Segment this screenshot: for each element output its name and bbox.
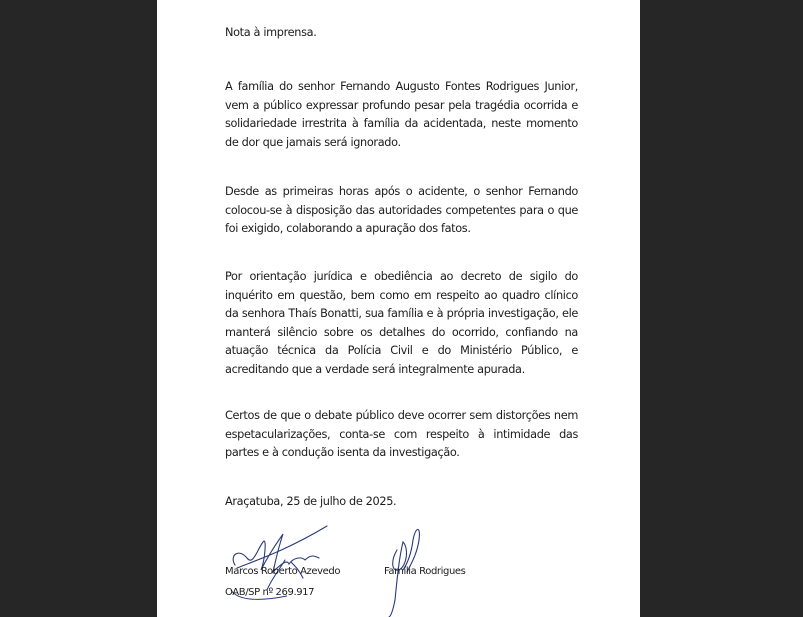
paragraph-cooperation: Desde as primeiras horas após o acidente, o senhor Fernando colocou-se à disposição das autoridades competentes para o que foi exigido, colaborando a apuração dos fatos. (225, 185, 578, 236)
paragraph-condolences: A família do senhor Fernando Augusto Fontes Rodrigues Junior, vem a público expressar profundo pesar pela tragédia ocorrida e solidariedade irrestrita à família da acidentada, neste momento de dor que jamais será ignorado. (225, 80, 578, 149)
signature-name-lawyer: Marcos Roberto Azevedo (225, 566, 341, 577)
document-title: Nota à imprensa. (225, 26, 317, 39)
paragraph-silence: Por orientação jurídica e obediência ao decreto de sigilo do inquérito em questão, bem como em respeito ao quadro clínico da senhora Thaís Bonatti, sua família e à própria investigação, ele manterá silêncio sobre os detalhes do ocorrido, confiando na atuação técnica da Polícia Civil e do Ministério Público, e acreditando que a verdade será integralmente apurada. (225, 270, 578, 376)
document-page (157, 0, 640, 617)
signature-name-family: Família Rodrigues (384, 566, 466, 577)
signature-registration: OAB/SP nº 269.917 (225, 587, 315, 598)
paragraph-public-debate: Certos de que o debate público deve ocorrer sem distorções nem espetacularizações, conta-se com respeito à intimidade das partes e à condução isenta da investigação. (225, 409, 578, 460)
date-line: Araçatuba, 25 de julho de 2025. (225, 495, 397, 508)
